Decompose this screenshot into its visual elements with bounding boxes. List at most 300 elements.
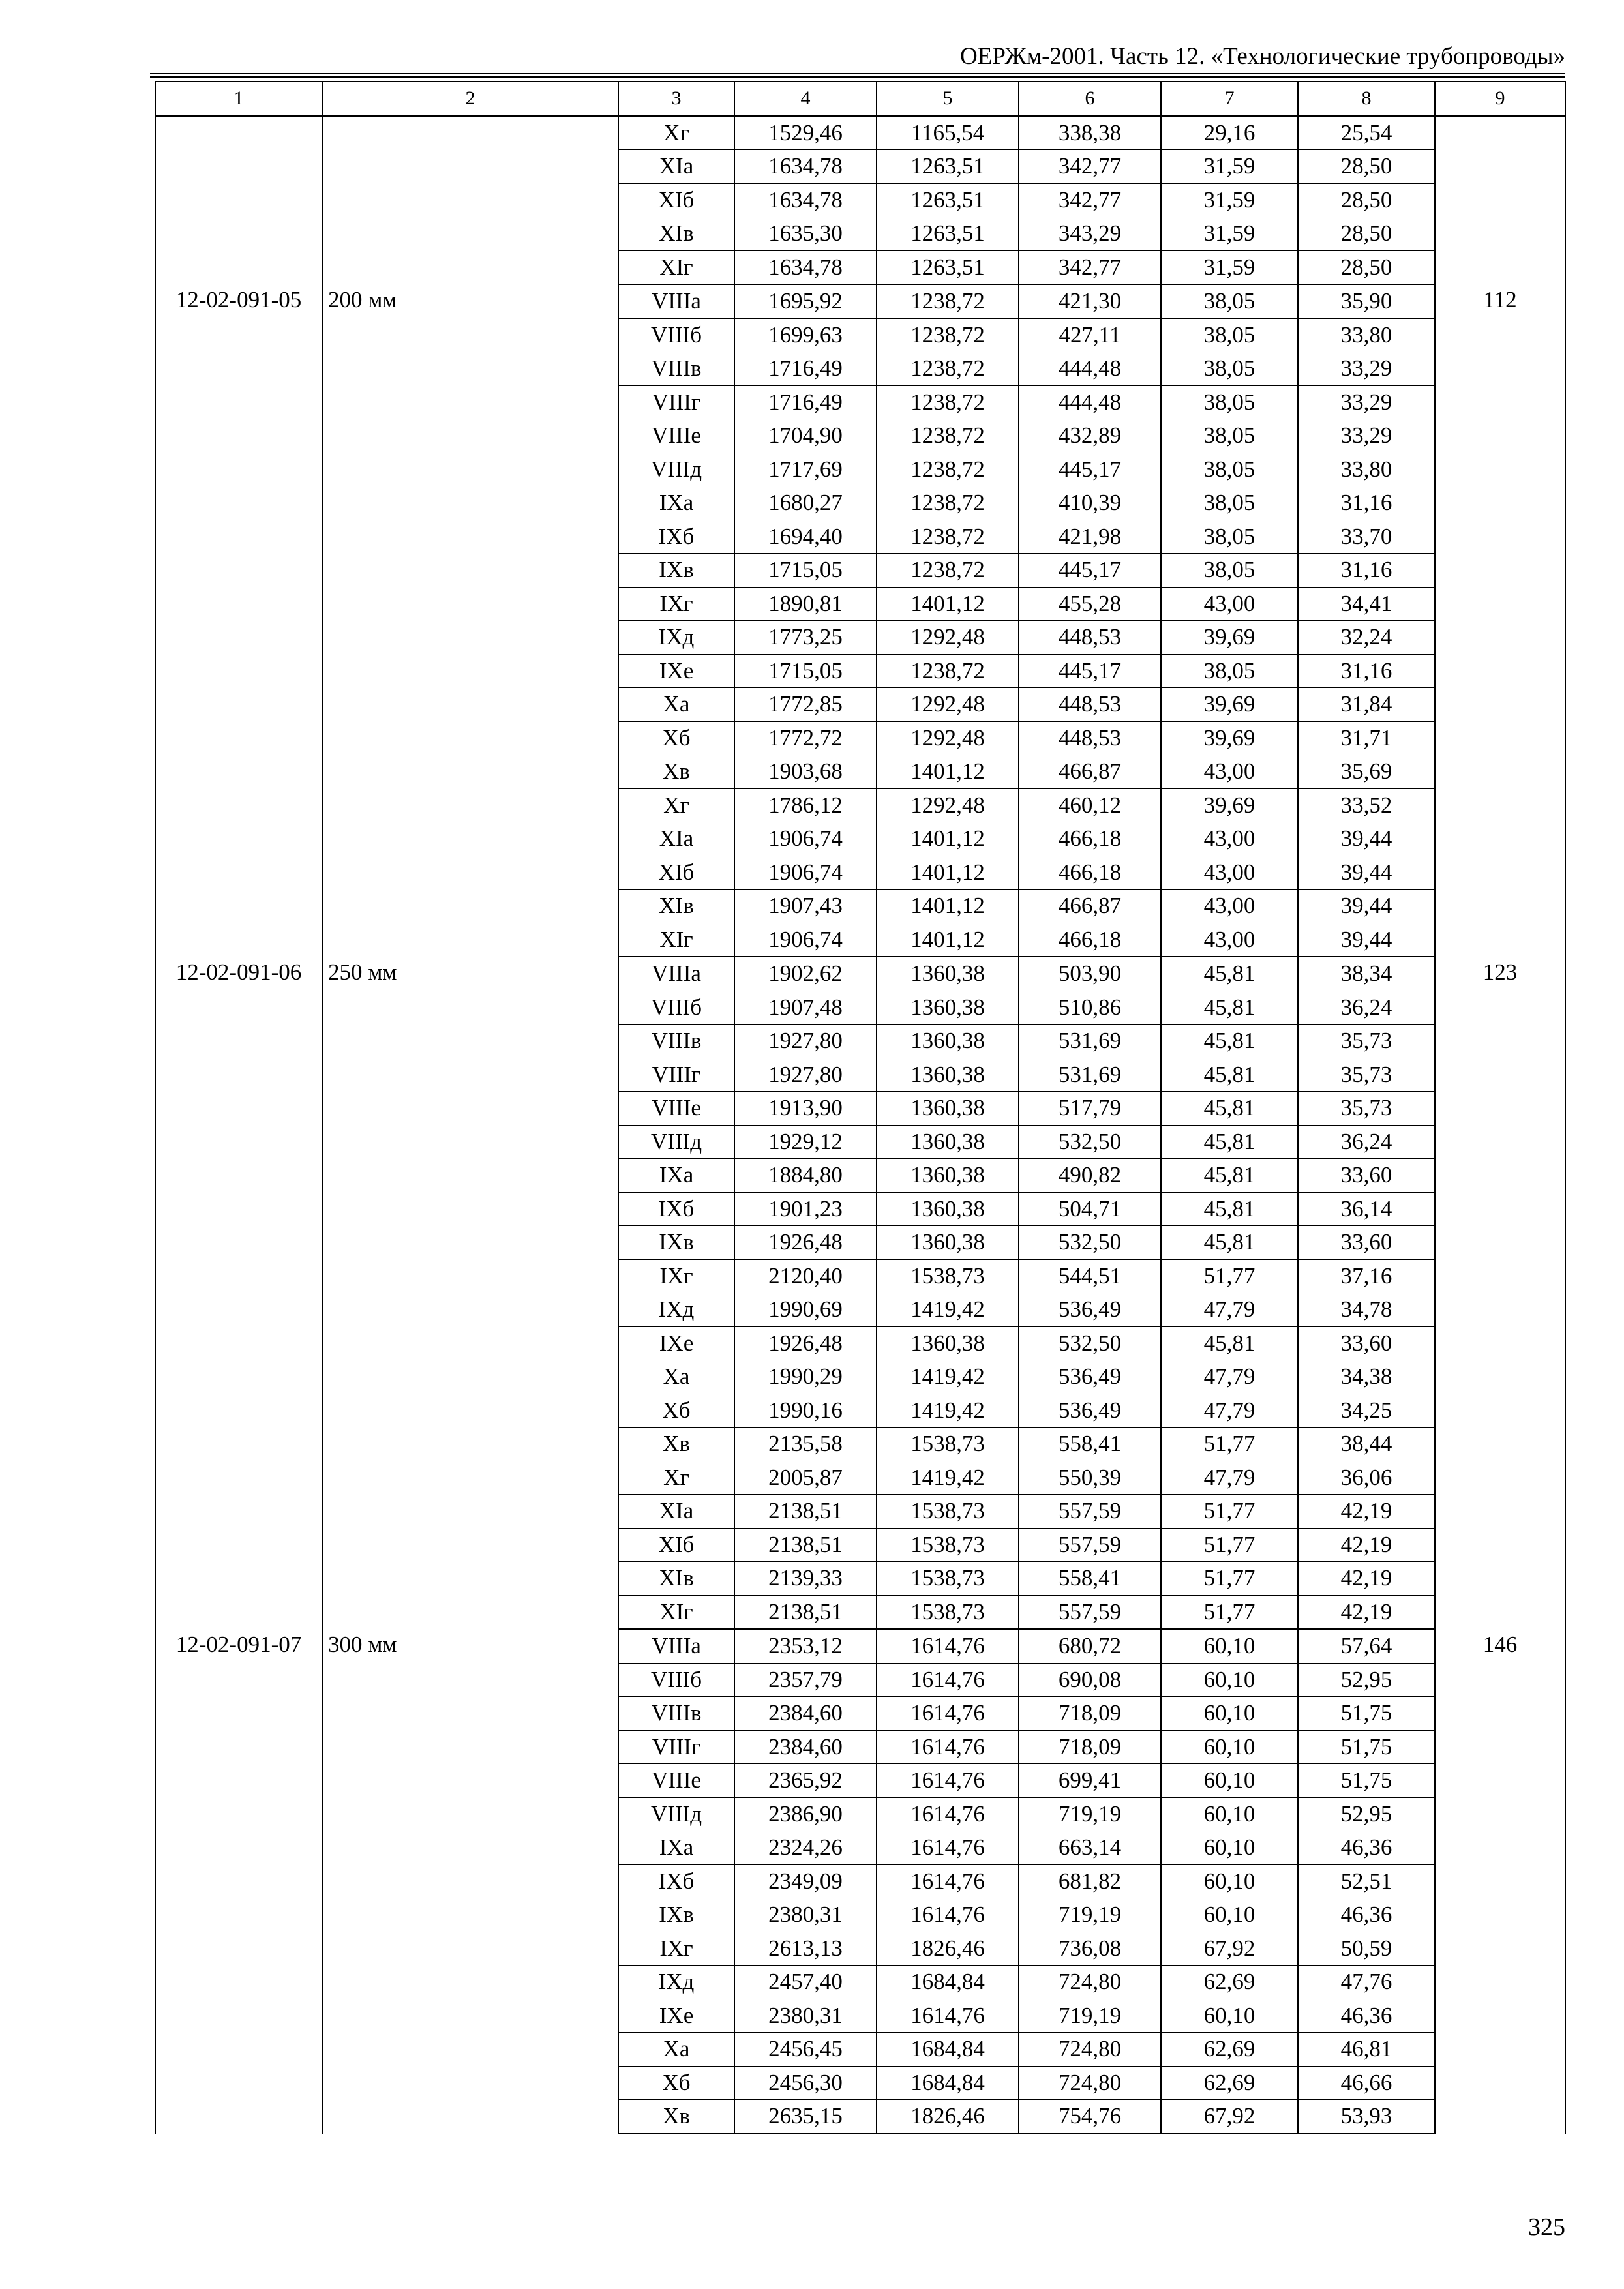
- labor-cost-cell: 1684,84: [877, 2066, 1019, 2100]
- machine-cost-cell: 550,39: [1019, 1461, 1161, 1495]
- machine-cost-cell: 536,49: [1019, 1293, 1161, 1327]
- grade-cell: VIIIг: [618, 385, 734, 419]
- grade-cell: VIIIг: [618, 1730, 734, 1764]
- materials-cost-cell: 46,36: [1298, 1999, 1435, 2033]
- grade-cell: Xa: [618, 688, 734, 722]
- machine-cost-cell: 536,49: [1019, 1360, 1161, 1394]
- column-number: 4: [734, 82, 877, 116]
- machine-cost-cell: 466,87: [1019, 755, 1161, 789]
- total-cost-cell: 2353,12: [734, 1629, 877, 1663]
- total-cost-cell: 1717,69: [734, 453, 877, 486]
- total-cost-cell: 2384,60: [734, 1697, 877, 1731]
- labor-hours-cell: 112: [1435, 284, 1565, 957]
- total-cost-cell: 1699,63: [734, 318, 877, 352]
- column-number: 3: [618, 82, 734, 116]
- labor-cost-cell: 1360,38: [877, 1226, 1019, 1260]
- operator-wage-cell: 43,00: [1161, 923, 1298, 957]
- grade-cell: Xб: [618, 1394, 734, 1428]
- total-cost-cell: 1786,12: [734, 788, 877, 822]
- machine-cost-cell: 510,86: [1019, 991, 1161, 1025]
- total-cost-cell: 1715,05: [734, 554, 877, 588]
- machine-cost-cell: 466,87: [1019, 890, 1161, 923]
- materials-cost-cell: 28,50: [1298, 217, 1435, 251]
- operator-wage-cell: 39,69: [1161, 721, 1298, 755]
- grade-cell: XIг: [618, 923, 734, 957]
- grade-cell: VIIIв: [618, 352, 734, 386]
- labor-cost-cell: 1238,72: [877, 352, 1019, 386]
- total-cost-cell: 1635,30: [734, 217, 877, 251]
- table-row: [155, 1629, 1565, 1663]
- materials-cost-cell: 46,81: [1298, 2033, 1435, 2067]
- labor-cost-cell: 1614,76: [877, 1999, 1019, 2033]
- total-cost-cell: 1680,27: [734, 486, 877, 520]
- materials-cost-cell: 42,19: [1298, 1495, 1435, 1529]
- grade-cell: XIб: [618, 856, 734, 890]
- materials-cost-cell: 52,51: [1298, 1864, 1435, 1898]
- machine-cost-cell: 432,89: [1019, 419, 1161, 453]
- labor-cost-cell: 1826,46: [877, 2100, 1019, 2134]
- column-number: 9: [1435, 82, 1565, 116]
- labor-cost-cell: 1360,38: [877, 1159, 1019, 1193]
- total-cost-cell: 1704,90: [734, 419, 877, 453]
- grade-cell: Xa: [618, 2033, 734, 2067]
- operator-wage-cell: 38,05: [1161, 554, 1298, 588]
- labor-cost-cell: 1238,72: [877, 486, 1019, 520]
- materials-cost-cell: 50,59: [1298, 1932, 1435, 1966]
- total-cost-cell: 1903,68: [734, 755, 877, 789]
- column-number: 6: [1019, 82, 1161, 116]
- resource-table: [155, 81, 1566, 2134]
- materials-cost-cell: 32,24: [1298, 621, 1435, 655]
- operator-wage-cell: 47,79: [1161, 1394, 1298, 1428]
- total-cost-cell: 1694,40: [734, 520, 877, 554]
- materials-cost-cell: 39,44: [1298, 890, 1435, 923]
- labor-cost-cell: 1263,51: [877, 183, 1019, 217]
- operator-wage-cell: 31,59: [1161, 183, 1298, 217]
- table-row: [155, 116, 1565, 150]
- machine-cost-cell: 557,59: [1019, 1528, 1161, 1562]
- materials-cost-cell: 31,16: [1298, 486, 1435, 520]
- machine-cost-cell: 719,19: [1019, 1999, 1161, 2033]
- total-cost-cell: 1716,49: [734, 352, 877, 386]
- labor-hours-cell: [1435, 116, 1565, 285]
- operator-wage-cell: 38,05: [1161, 284, 1298, 318]
- total-cost-cell: 2138,51: [734, 1528, 877, 1562]
- materials-cost-cell: 51,75: [1298, 1764, 1435, 1798]
- machine-cost-cell: 719,19: [1019, 1898, 1161, 1932]
- total-cost-cell: 2135,58: [734, 1428, 877, 1461]
- labor-cost-cell: 1614,76: [877, 1764, 1019, 1798]
- labor-cost-cell: 1238,72: [877, 318, 1019, 352]
- total-cost-cell: 2324,26: [734, 1831, 877, 1865]
- operator-wage-cell: 43,00: [1161, 822, 1298, 856]
- machine-cost-cell: 421,98: [1019, 520, 1161, 554]
- grade-cell: XIa: [618, 150, 734, 184]
- total-cost-cell: 2005,87: [734, 1461, 877, 1495]
- materials-cost-cell: 33,80: [1298, 318, 1435, 352]
- machine-cost-cell: 338,38: [1019, 116, 1161, 150]
- total-cost-cell: 2138,51: [734, 1495, 877, 1529]
- labor-cost-cell: 1165,54: [877, 116, 1019, 150]
- operator-wage-cell: 43,00: [1161, 856, 1298, 890]
- total-cost-cell: 2120,40: [734, 1259, 877, 1293]
- column-number-row: [155, 82, 1565, 116]
- item-code-cell: [155, 116, 322, 285]
- labor-cost-cell: 1538,73: [877, 1595, 1019, 1629]
- materials-cost-cell: 52,95: [1298, 1663, 1435, 1697]
- operator-wage-cell: 39,69: [1161, 788, 1298, 822]
- total-cost-cell: 1902,62: [734, 957, 877, 991]
- machine-cost-cell: 663,14: [1019, 1831, 1161, 1865]
- item-size-cell: [322, 116, 618, 285]
- grade-cell: VIIIд: [618, 1797, 734, 1831]
- operator-wage-cell: 45,81: [1161, 991, 1298, 1025]
- total-cost-cell: 2457,40: [734, 1966, 877, 1999]
- machine-cost-cell: 503,90: [1019, 957, 1161, 991]
- table-row: [155, 957, 1565, 991]
- operator-wage-cell: 38,05: [1161, 654, 1298, 688]
- total-cost-cell: 2138,51: [734, 1595, 877, 1629]
- machine-cost-cell: 427,11: [1019, 318, 1161, 352]
- total-cost-cell: 2349,09: [734, 1864, 877, 1898]
- operator-wage-cell: 67,92: [1161, 1932, 1298, 1966]
- total-cost-cell: 1929,12: [734, 1125, 877, 1159]
- labor-cost-cell: 1614,76: [877, 1629, 1019, 1663]
- operator-wage-cell: 60,10: [1161, 1999, 1298, 2033]
- labor-cost-cell: 1419,42: [877, 1394, 1019, 1428]
- materials-cost-cell: 34,38: [1298, 1360, 1435, 1394]
- operator-wage-cell: 45,81: [1161, 1326, 1298, 1360]
- materials-cost-cell: 47,76: [1298, 1966, 1435, 1999]
- materials-cost-cell: 39,44: [1298, 923, 1435, 957]
- materials-cost-cell: 31,71: [1298, 721, 1435, 755]
- item-size-cell: 300 мм: [322, 1629, 618, 2134]
- grade-cell: VIIIa: [618, 1629, 734, 1663]
- operator-wage-cell: 31,59: [1161, 150, 1298, 184]
- operator-wage-cell: 43,00: [1161, 755, 1298, 789]
- grade-cell: VIIIб: [618, 1663, 734, 1697]
- grade-cell: Xв: [618, 1428, 734, 1461]
- labor-cost-cell: 1614,76: [877, 1730, 1019, 1764]
- operator-wage-cell: 45,81: [1161, 1058, 1298, 1092]
- operator-wage-cell: 38,05: [1161, 318, 1298, 352]
- labor-cost-cell: 1360,38: [877, 1058, 1019, 1092]
- operator-wage-cell: 29,16: [1161, 116, 1298, 150]
- grade-cell: VIIIe: [618, 419, 734, 453]
- labor-cost-cell: 1360,38: [877, 1092, 1019, 1126]
- grade-cell: Xв: [618, 755, 734, 789]
- materials-cost-cell: 39,44: [1298, 856, 1435, 890]
- labor-hours-cell: 146: [1435, 1629, 1565, 2134]
- machine-cost-cell: 718,09: [1019, 1697, 1161, 1731]
- materials-cost-cell: 31,16: [1298, 554, 1435, 588]
- grade-cell: Xг: [618, 788, 734, 822]
- machine-cost-cell: 532,50: [1019, 1226, 1161, 1260]
- grade-cell: IXд: [618, 1966, 734, 1999]
- materials-cost-cell: 28,50: [1298, 150, 1435, 184]
- total-cost-cell: 1906,74: [734, 856, 877, 890]
- grade-cell: XIв: [618, 1562, 734, 1596]
- operator-wage-cell: 51,77: [1161, 1562, 1298, 1596]
- machine-cost-cell: 736,08: [1019, 1932, 1161, 1966]
- machine-cost-cell: 532,50: [1019, 1326, 1161, 1360]
- column-number: 5: [877, 82, 1019, 116]
- labor-cost-cell: 1538,73: [877, 1259, 1019, 1293]
- total-cost-cell: 2380,31: [734, 1999, 877, 2033]
- total-cost-cell: 2365,92: [734, 1764, 877, 1798]
- labor-cost-cell: 1360,38: [877, 1192, 1019, 1226]
- materials-cost-cell: 35,69: [1298, 755, 1435, 789]
- labor-cost-cell: 1614,76: [877, 1831, 1019, 1865]
- machine-cost-cell: 718,09: [1019, 1730, 1161, 1764]
- materials-cost-cell: 38,34: [1298, 957, 1435, 991]
- operator-wage-cell: 60,10: [1161, 1730, 1298, 1764]
- total-cost-cell: 1990,16: [734, 1394, 877, 1428]
- materials-cost-cell: 34,25: [1298, 1394, 1435, 1428]
- materials-cost-cell: 34,41: [1298, 587, 1435, 621]
- total-cost-cell: 2380,31: [734, 1898, 877, 1932]
- machine-cost-cell: 544,51: [1019, 1259, 1161, 1293]
- labor-cost-cell: 1238,72: [877, 385, 1019, 419]
- materials-cost-cell: 36,24: [1298, 1125, 1435, 1159]
- grade-cell: IXв: [618, 1898, 734, 1932]
- total-cost-cell: 1907,48: [734, 991, 877, 1025]
- labor-cost-cell: 1360,38: [877, 1125, 1019, 1159]
- total-cost-cell: 1926,48: [734, 1326, 877, 1360]
- operator-wage-cell: 60,10: [1161, 1831, 1298, 1865]
- operator-wage-cell: 51,77: [1161, 1428, 1298, 1461]
- total-cost-cell: 1634,78: [734, 183, 877, 217]
- labor-cost-cell: 1614,76: [877, 1797, 1019, 1831]
- total-cost-cell: 1716,49: [734, 385, 877, 419]
- total-cost-cell: 1907,43: [734, 890, 877, 923]
- table-body: [155, 116, 1565, 2134]
- labor-cost-cell: 1401,12: [877, 755, 1019, 789]
- materials-cost-cell: 31,16: [1298, 654, 1435, 688]
- operator-wage-cell: 38,05: [1161, 453, 1298, 486]
- materials-cost-cell: 33,29: [1298, 385, 1435, 419]
- item-code-cell: 12-02-091-05: [155, 284, 322, 957]
- machine-cost-cell: 558,41: [1019, 1562, 1161, 1596]
- operator-wage-cell: 60,10: [1161, 1697, 1298, 1731]
- grade-cell: IXв: [618, 1226, 734, 1260]
- grade-cell: IXe: [618, 1999, 734, 2033]
- grade-cell: IXa: [618, 486, 734, 520]
- machine-cost-cell: 699,41: [1019, 1764, 1161, 1798]
- materials-cost-cell: 33,60: [1298, 1159, 1435, 1193]
- total-cost-cell: 1695,92: [734, 284, 877, 318]
- total-cost-cell: 1634,78: [734, 250, 877, 284]
- operator-wage-cell: 45,81: [1161, 957, 1298, 991]
- labor-cost-cell: 1238,72: [877, 419, 1019, 453]
- labor-cost-cell: 1263,51: [877, 150, 1019, 184]
- item-size-cell: 200 мм: [322, 284, 618, 957]
- machine-cost-cell: 460,12: [1019, 788, 1161, 822]
- total-cost-cell: 1772,85: [734, 688, 877, 722]
- total-cost-cell: 2386,90: [734, 1797, 877, 1831]
- labor-cost-cell: 1614,76: [877, 1697, 1019, 1731]
- labor-hours-cell: 123: [1435, 957, 1565, 1629]
- total-cost-cell: 1772,72: [734, 721, 877, 755]
- item-code-cell: 12-02-091-06: [155, 957, 322, 1629]
- grade-cell: VIIIд: [618, 453, 734, 486]
- total-cost-cell: 2613,13: [734, 1932, 877, 1966]
- total-cost-cell: 1884,80: [734, 1159, 877, 1193]
- table-row: [155, 284, 1565, 318]
- machine-cost-cell: 724,80: [1019, 2033, 1161, 2067]
- materials-cost-cell: 33,60: [1298, 1226, 1435, 1260]
- labor-cost-cell: 1614,76: [877, 1898, 1019, 1932]
- machine-cost-cell: 724,80: [1019, 2066, 1161, 2100]
- grade-cell: IXб: [618, 1864, 734, 1898]
- operator-wage-cell: 43,00: [1161, 587, 1298, 621]
- operator-wage-cell: 47,79: [1161, 1360, 1298, 1394]
- machine-cost-cell: 445,17: [1019, 654, 1161, 688]
- total-cost-cell: 1906,74: [734, 822, 877, 856]
- total-cost-cell: 1990,69: [734, 1293, 877, 1327]
- machine-cost-cell: 531,69: [1019, 1058, 1161, 1092]
- total-cost-cell: 1901,23: [734, 1192, 877, 1226]
- materials-cost-cell: 28,50: [1298, 183, 1435, 217]
- grade-cell: XIa: [618, 822, 734, 856]
- operator-wage-cell: 38,05: [1161, 486, 1298, 520]
- machine-cost-cell: 531,69: [1019, 1025, 1161, 1058]
- machine-cost-cell: 724,80: [1019, 1966, 1161, 1999]
- materials-cost-cell: 35,73: [1298, 1025, 1435, 1058]
- grade-cell: VIIIб: [618, 318, 734, 352]
- machine-cost-cell: 558,41: [1019, 1428, 1161, 1461]
- total-cost-cell: 1926,48: [734, 1226, 877, 1260]
- labor-cost-cell: 1419,42: [877, 1360, 1019, 1394]
- machine-cost-cell: 517,79: [1019, 1092, 1161, 1126]
- grade-cell: Xг: [618, 116, 734, 150]
- grade-cell: XIг: [618, 1595, 734, 1629]
- machine-cost-cell: 410,39: [1019, 486, 1161, 520]
- machine-cost-cell: 421,30: [1019, 284, 1161, 318]
- labor-cost-cell: 1238,72: [877, 520, 1019, 554]
- materials-cost-cell: 34,78: [1298, 1293, 1435, 1327]
- operator-wage-cell: 38,05: [1161, 385, 1298, 419]
- grade-cell: IXб: [618, 520, 734, 554]
- labor-cost-cell: 1360,38: [877, 1025, 1019, 1058]
- materials-cost-cell: 46,66: [1298, 2066, 1435, 2100]
- total-cost-cell: 2456,45: [734, 2033, 877, 2067]
- operator-wage-cell: 45,81: [1161, 1092, 1298, 1126]
- materials-cost-cell: 36,24: [1298, 991, 1435, 1025]
- operator-wage-cell: 38,05: [1161, 419, 1298, 453]
- operator-wage-cell: 47,79: [1161, 1461, 1298, 1495]
- grade-cell: XIб: [618, 183, 734, 217]
- machine-cost-cell: 448,53: [1019, 688, 1161, 722]
- machine-cost-cell: 445,17: [1019, 453, 1161, 486]
- machine-cost-cell: 455,28: [1019, 587, 1161, 621]
- item-code-cell: 12-02-091-07: [155, 1629, 322, 2134]
- operator-wage-cell: 62,69: [1161, 2066, 1298, 2100]
- materials-cost-cell: 31,84: [1298, 688, 1435, 722]
- operator-wage-cell: 47,79: [1161, 1293, 1298, 1327]
- grade-cell: VIIIд: [618, 1125, 734, 1159]
- operator-wage-cell: 51,77: [1161, 1259, 1298, 1293]
- machine-cost-cell: 448,53: [1019, 721, 1161, 755]
- materials-cost-cell: 33,80: [1298, 453, 1435, 486]
- operator-wage-cell: 45,81: [1161, 1226, 1298, 1260]
- labor-cost-cell: 1684,84: [877, 2033, 1019, 2067]
- labor-cost-cell: 1238,72: [877, 554, 1019, 588]
- operator-wage-cell: 51,77: [1161, 1528, 1298, 1562]
- machine-cost-cell: 754,76: [1019, 2100, 1161, 2134]
- total-cost-cell: 1529,46: [734, 116, 877, 150]
- grade-cell: IXд: [618, 1293, 734, 1327]
- machine-cost-cell: 490,82: [1019, 1159, 1161, 1193]
- machine-cost-cell: 444,48: [1019, 352, 1161, 386]
- materials-cost-cell: 39,44: [1298, 822, 1435, 856]
- labor-cost-cell: 1263,51: [877, 250, 1019, 284]
- labor-cost-cell: 1419,42: [877, 1293, 1019, 1327]
- grade-cell: IXг: [618, 587, 734, 621]
- column-number: 7: [1161, 82, 1298, 116]
- grade-cell: VIIIб: [618, 991, 734, 1025]
- grade-cell: IXe: [618, 1326, 734, 1360]
- machine-cost-cell: 532,50: [1019, 1125, 1161, 1159]
- grade-cell: IXв: [618, 554, 734, 588]
- operator-wage-cell: 60,10: [1161, 1864, 1298, 1898]
- labor-cost-cell: 1401,12: [877, 890, 1019, 923]
- labor-cost-cell: 1292,48: [877, 621, 1019, 655]
- machine-cost-cell: 445,17: [1019, 554, 1161, 588]
- grade-cell: VIIIг: [618, 1058, 734, 1092]
- machine-cost-cell: 342,77: [1019, 150, 1161, 184]
- machine-cost-cell: 343,29: [1019, 217, 1161, 251]
- machine-cost-cell: 342,77: [1019, 250, 1161, 284]
- materials-cost-cell: 51,75: [1298, 1730, 1435, 1764]
- grade-cell: VIIIe: [618, 1764, 734, 1798]
- total-cost-cell: 1927,80: [734, 1058, 877, 1092]
- labor-cost-cell: 1263,51: [877, 217, 1019, 251]
- operator-wage-cell: 45,81: [1161, 1192, 1298, 1226]
- grade-cell: VIIIe: [618, 1092, 734, 1126]
- total-cost-cell: 1913,90: [734, 1092, 877, 1126]
- materials-cost-cell: 33,52: [1298, 788, 1435, 822]
- grade-cell: Xa: [618, 1360, 734, 1394]
- materials-cost-cell: 51,75: [1298, 1697, 1435, 1731]
- labor-cost-cell: 1238,72: [877, 453, 1019, 486]
- operator-wage-cell: 43,00: [1161, 890, 1298, 923]
- grade-cell: XIв: [618, 217, 734, 251]
- machine-cost-cell: 342,77: [1019, 183, 1161, 217]
- operator-wage-cell: 31,59: [1161, 217, 1298, 251]
- grade-cell: IXe: [618, 654, 734, 688]
- total-cost-cell: 2357,79: [734, 1663, 877, 1697]
- total-cost-cell: 1634,78: [734, 150, 877, 184]
- materials-cost-cell: 52,95: [1298, 1797, 1435, 1831]
- grade-cell: XIб: [618, 1528, 734, 1562]
- total-cost-cell: 2456,30: [734, 2066, 877, 2100]
- labor-cost-cell: 1419,42: [877, 1461, 1019, 1495]
- materials-cost-cell: 33,60: [1298, 1326, 1435, 1360]
- materials-cost-cell: 57,64: [1298, 1629, 1435, 1663]
- operator-wage-cell: 51,77: [1161, 1595, 1298, 1629]
- header-double-rule: [150, 73, 1565, 78]
- materials-cost-cell: 38,44: [1298, 1428, 1435, 1461]
- labor-cost-cell: 1401,12: [877, 923, 1019, 957]
- machine-cost-cell: 557,59: [1019, 1595, 1161, 1629]
- running-header: ОЕРЖм-2001. Часть 12. «Технологические трубопроводы»: [960, 43, 1565, 70]
- total-cost-cell: 1990,29: [734, 1360, 877, 1394]
- item-size-cell: 250 мм: [322, 957, 618, 1629]
- machine-cost-cell: 557,59: [1019, 1495, 1161, 1529]
- grade-cell: IXб: [618, 1192, 734, 1226]
- grade-cell: Xб: [618, 2066, 734, 2100]
